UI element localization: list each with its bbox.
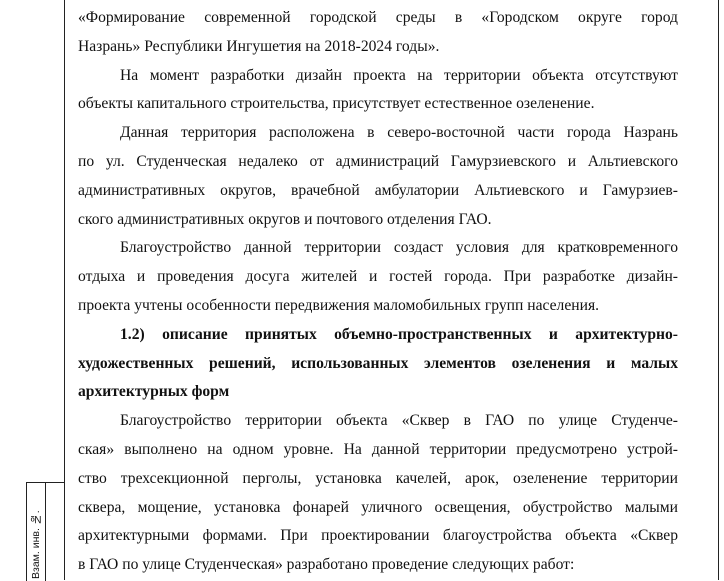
paragraph bbox=[78, 62, 678, 120]
paragraph bbox=[78, 119, 678, 234]
text-line: Благоустройство данной территории создаст условия для кратковременного bbox=[120, 239, 678, 257]
document-body bbox=[78, 4, 678, 580]
text-line: Назрань» Республики Ингушетия на 2018-2024 годы». bbox=[78, 37, 440, 55]
page-frame-right-border bbox=[718, 0, 719, 580]
text-line: ского административных округов и почтового отделения ГАО. bbox=[78, 210, 492, 228]
text-line: архитектурными формами. При проектировании благоустройства объекта «Сквер bbox=[78, 527, 678, 545]
paragraph bbox=[78, 234, 678, 320]
section-heading bbox=[78, 321, 678, 407]
text-line: в ГАО по улице Студенческая» разработано проведение следующих работ: bbox=[78, 556, 575, 574]
text-line: объекты капитального строительства, присутствует естественное озеленение. bbox=[78, 95, 595, 113]
text-line: 1.2) описание принятых объемно-пространственных и архитектурно- bbox=[120, 325, 678, 343]
text-line: административных округов, врачебной амбулатории Альтиевского и Гамурзиев- bbox=[78, 181, 678, 199]
text-line: сквера, мощение, установка фонарей уличного освещения, обустройство малыми bbox=[78, 498, 678, 516]
text-line: художественных решений, использованных элементов озеленения и малых bbox=[78, 354, 678, 372]
side-stamp-cell-empty bbox=[45, 483, 64, 581]
side-stamp-label: Взам. инв. №. bbox=[30, 510, 42, 579]
side-stamp-cell bbox=[26, 483, 46, 581]
text-line: Благоустройство территории объекта «Сквер в ГАО по улице Студенче- bbox=[120, 412, 678, 430]
text-line: ская» выполнено на одном уровне. На данной территории предусмотрено устрой- bbox=[78, 440, 678, 458]
side-stamp-table bbox=[26, 482, 64, 581]
paragraph bbox=[78, 407, 678, 580]
text-line: Данная территория расположена в северо-восточной части города Назрань bbox=[120, 124, 678, 142]
text-line: «Формирование современной городской среды в «Городском округе город bbox=[78, 9, 678, 26]
page-frame-left-border bbox=[64, 0, 65, 580]
text-line: архитектурных форм bbox=[78, 383, 230, 401]
text-line: по ул. Студенческая недалеко от администраций Гамурзиевского и Альтиевского bbox=[78, 152, 678, 170]
text-line: проекта учтены особенности передвижения маломобильных групп населения. bbox=[78, 296, 600, 314]
paragraph bbox=[78, 4, 678, 62]
text-line: ство трехсекционной перголы, установка качелей, арок, озеленение территории bbox=[78, 469, 678, 487]
text-line: отдыха и проведения досуга жителей и гостей города. При разработке дизайн- bbox=[78, 268, 678, 286]
text-line: На момент разработки дизайн проекта на территории объекта отсутствуют bbox=[120, 66, 678, 84]
